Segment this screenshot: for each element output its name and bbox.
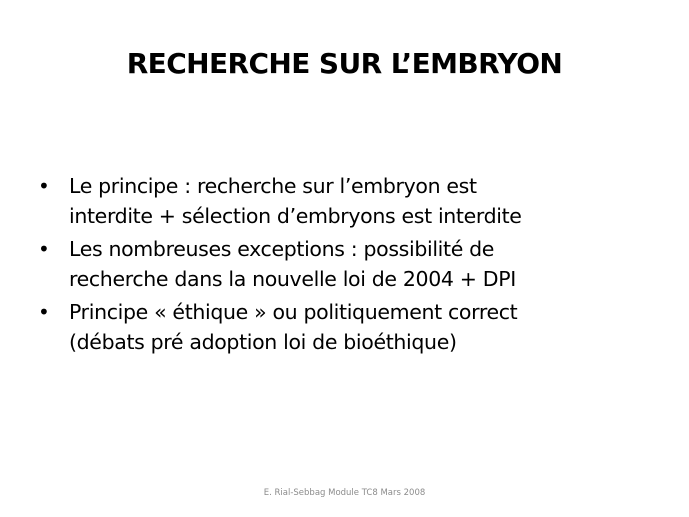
bullet-icon: • [38, 300, 50, 324]
bullet-line: Le principe : recherche sur l’embryon est [69, 174, 477, 198]
bullet-item-1 [38, 171, 658, 231]
slide-title: RECHERCHE SUR L’EMBRYON [126, 47, 563, 80]
bullet-item-3 [38, 297, 658, 357]
slide-footer: E. Rial-Sebbag Module TC8 Mars 2008 [263, 488, 426, 498]
bullet-line: (débats pré adoption loi de bioéthique) [69, 330, 457, 354]
bullet-list [38, 171, 658, 360]
bullet-line: Principe « éthique » ou politiquement correct [69, 300, 518, 324]
bullet-item-2 [38, 234, 658, 294]
bullet-line: Les nombreuses exceptions : possibilité de [69, 237, 495, 261]
bullet-line: interdite + sélection d’embryons est interdite [69, 204, 522, 228]
bullet-line: recherche dans la nouvelle loi de 2004 + DPI [69, 267, 516, 291]
bullet-icon: • [38, 174, 50, 198]
bullet-icon: • [38, 237, 50, 261]
